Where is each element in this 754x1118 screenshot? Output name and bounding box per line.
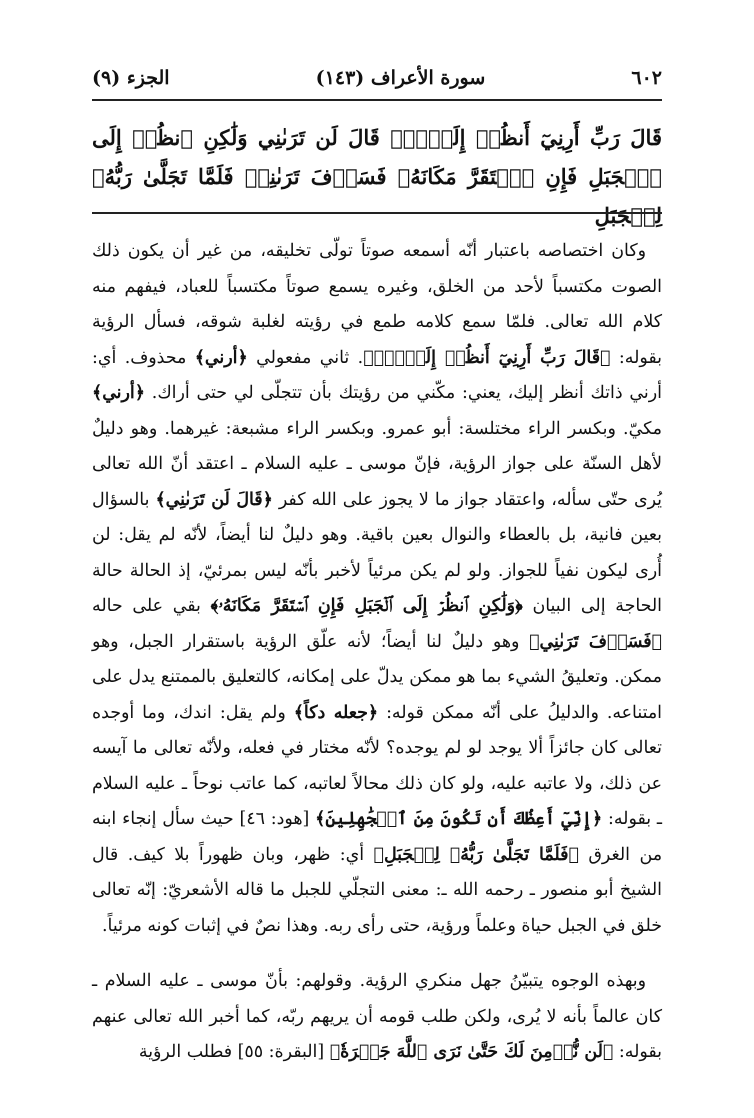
verse-quote: ﴿فَلَمَّا تَجَلَّىٰ رَبُّهُۥ لِلۡجَبَلِ﴾	[373, 844, 579, 865]
verse-quote: ﴿قَالَ رَبِّ أَرِنِيٓ أَنظُرۡ إِلَيۡكَۚ﴾	[363, 347, 611, 368]
page-number: ٦٠٢	[631, 67, 662, 89]
verse-quote: ﴿قَالَ لَن تَرَىٰنِي﴾	[155, 489, 273, 510]
commentary-paragraph-1: وكان اختصاصه باعتبار أنّه أسمعه صوتاً تولّى تخليقه، من غير أن يكون ذلك الصوت مكتسباً لأحد من الخلق، وغيره يسمع صوتاً مكتسباً للعباد، فيفهم منه كلام الله تعالى. فلمّا سمع كلامه طمع في رؤيته لغلبة شوقه، فسأل الرؤية بقوله: ﴿قَالَ رَبِّ أَرِنِيٓ أَنظُرۡ إِلَيۡكَۚ﴾. ثاني مفعولي ﴿أرني﴾ محذوف. أي: أرني ذاتك أنظر إليك، يعني: مكّني من رؤيتك بأن تتجلّى لي حتى أراك. ﴿أرني﴾ مكيّ. وبكسر الراء مختلسة: أبو عمرو. وبكسر الراء مشبعة: غيرهما. وهو دليلٌ لأهل السنّة على جواز الرؤية، فإنّ موسى ـ عليه السلام ـ اعتقد أنّ الله تعالى يُرى حتّى سأله، واعتقاد جواز ما لا يجوز على الله كفر ﴿قَالَ لَن تَرَىٰنِي﴾ بالسؤال بعين فانية، بل بالعطاء والنوال بعين باقية. وهو دليلٌ لنا أيضاً، لأنّه لم يقل: لن أُرى ليكون نفياً للجواز. ولو لم يكن مرئياً لأخبر بأنّه ليس بمرئيّ، إذ الحالة حالة الحاجة إلى البيان ﴿وَلَٰكِنِ ٱنظُرۡ إِلَى ٱلۡجَبَلِ فَإِنِ ٱسۡتَقَرَّ مَكَانَهُۥ﴾ بقي على حاله ﴿فَسَوۡفَ تَرَىٰنِي﴾ وهو دليلٌ لنا أيضاً؛ لأنه علّق الرؤية باستقرار الجبل، وهو ممكن. وتعليقُ الشيء بما هو ممكن يدلّ على إمكانه، كالتعليق بالممتنع يدل على امتناعه. والدليلُ على أنّه ممكن قوله: ﴿جعله دكاً﴾ ولم يقل: اندك، وما أوجده تعالى كان جائزاً ألا يوجد لو لم يوجده؟ لأنّه مختار في فعله، ولأنّه تعالى ما آيسه عن ذلك، ولا عاتبه عليه، ولو كان ذلك محالاً لعاتبه، كما عاتب نوحاً ـ عليه السلام ـ بقوله: ﴿إِنِّيٓ أَعِظُكَ أَن تَكُونَ مِنَ ٱلۡجَٰهِلِينَ﴾ [هود: ٤٦] حيث سأل إنجاء ابنه من الغرق ﴿فَلَمَّا تَجَلَّىٰ رَبُّهُۥ لِلۡجَبَلِ﴾ أي: ظهر، وبان ظهوراً بلا كيف. قال الشيخ أبو منصور ـ رحمه الله ـ: معنى التجلّي للجبل ما قاله الأشعريّ: إنّه تعالى خلق في الجبل حياة وعلماً ورؤية، حتى رأى ربه. وهذا نصٌ في إثبات كونه مرئياً.	[92, 241, 663, 936]
page-header	[92, 60, 662, 96]
surah-title: سورة الأعراف (١٤٣)	[315, 67, 486, 89]
verse-rule	[92, 212, 662, 214]
juz-label: الجزء (٩)	[92, 67, 170, 89]
verse-quote: ﴿لَن نُّؤۡمِنَ لَكَ حَتَّىٰ نَرَى ٱللَّهَ جَهۡرَةٗ﴾	[329, 1042, 614, 1062]
header-rule	[92, 99, 662, 101]
verse-quote: ﴿إِنِّيٓ أَعِظُكَ أَن تَكُونَ مِنَ ٱلۡجَٰهِلِينَ﴾	[315, 809, 603, 829]
verse-quote: ﴿وَلَٰكِنِ ٱنظُرۡ إِلَى ٱلۡجَبَلِ فَإِنِ ٱسۡتَقَرَّ مَكَانَهُۥ﴾	[210, 596, 523, 616]
verse-quote: ﴿أرني﴾	[194, 347, 248, 368]
verse-quote: ﴿فَسَوۡفَ تَرَىٰنِي﴾	[529, 631, 662, 652]
commentary-paragraph-2: وبهذه الوجوه يتبيّنُ جهل منكري الرؤية. وقولهم: بأنّ موسى ـ عليه السلام ـ كان عالماً بأنه لا يُرى، ولكن طلب قومه أن يريهم ربّه، كما أخبر الله تعالى عنهم بقوله: ﴿لَن نُّؤۡمِنَ لَكَ حَتَّىٰ نَرَى ٱللَّهَ جَهۡرَةٗ﴾ [البقرة: ٥٥] فطلب الرؤية	[92, 971, 662, 1062]
quran-verse: قَالَ رَبِّ أَرِنِيٓ أَنظُرۡ إِلَيۡكَۚ قَالَ لَن تَرَىٰنِي وَلَٰكِنِ ٱنظُرۡ إِلَى ٱلۡجَبَلِ فَإِنِ ٱسۡتَقَرَّ مَكَانَهُۥ فَسَوۡفَ تَرَىٰنِيۚ فَلَمَّا تَجَلَّىٰ رَبُّهُۥ لِلۡجَبَلِ	[92, 125, 662, 228]
verse-quote: ﴿أرني﴾	[92, 383, 145, 403]
verse-quote: ﴿جعله دكاً﴾	[293, 702, 379, 723]
commentary-body	[92, 234, 662, 1071]
